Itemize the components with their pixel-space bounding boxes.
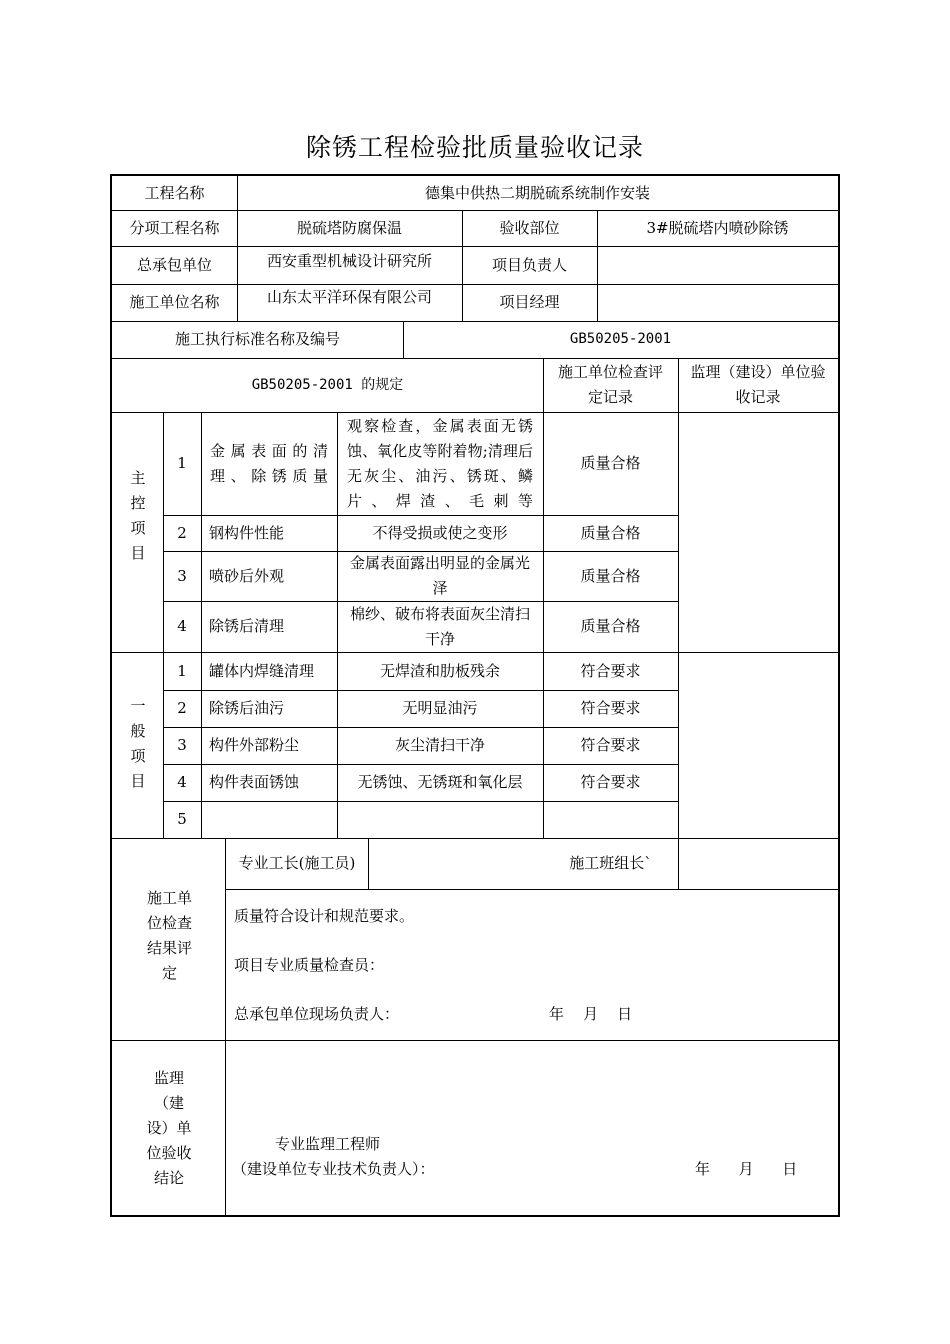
page-title: 除锈工程检验批质量验收记录 (305, 133, 644, 162)
general-item-no-4: 4 (177, 773, 187, 791)
main-item-req-3: 金属表面露出明显的金属光泽 (349, 554, 530, 597)
general-item-req-2: 无明显油污 (402, 699, 478, 717)
team-leader-label: 施工班组长` (569, 854, 652, 872)
general-item-name-4: 构件表面锈蚀 (209, 773, 300, 791)
project-name-label: 工程名称 (144, 183, 205, 202)
main-item-req-2: 不得受损或使之变形 (372, 523, 508, 542)
general-item-result-4: 符合要求 (580, 773, 641, 791)
general-item-no-1: 1 (177, 661, 187, 680)
column-divider (225, 838, 226, 1217)
main-item-name-3: 喷砂后外观 (209, 566, 285, 585)
general-item-result-2: 符合要求 (580, 699, 641, 717)
regulation-header-text: GB50205-2001 的规定 (251, 376, 404, 393)
supervision-date: 年 月 日 (695, 1160, 798, 1178)
construction-result-label: 施工单位检查结果评定 (146, 889, 192, 982)
row-divider (225, 889, 838, 890)
main-item-no-4: 4 (177, 617, 187, 635)
main-item-result-4: 质量合格 (580, 617, 641, 635)
sub-project-label: 分项工程名称 (129, 218, 220, 237)
general-item-no-2: 2 (177, 699, 187, 717)
supervision-engineer-note: （建设单位专业技术负责人）： (232, 1160, 435, 1178)
construction-check-header: 施工单位检查评定记录 (558, 363, 664, 406)
foreman-value (368, 838, 543, 889)
sub-project-value: 脱硫塔防腐保温 (296, 218, 402, 237)
main-item-name-1-text: 金属表面的清理、除锈质量 (210, 441, 328, 485)
inspection-form-table (110, 174, 840, 1217)
general-item-no-5: 5 (177, 810, 187, 828)
general-item-no-3: 3 (177, 736, 187, 754)
project-leader-label: 项目负责人 (491, 255, 567, 274)
construction-date: 年 月 日 (549, 1005, 633, 1023)
main-item-req-1-text: 观察检查，金属表面无锈蚀、氧化皮等附着物;清理后无灰尘、油污、锈斑、鳞片、焊渣、毛刺等 (347, 416, 533, 510)
general-label: 一般项目 (130, 697, 146, 790)
main-item-result-2: 质量合格 (580, 523, 641, 542)
main-control-label: 主控项目 (130, 469, 146, 562)
supervision-result-label-text: 监理（建设）单位验收结论 (146, 1069, 192, 1187)
project-leader-value (597, 246, 838, 284)
general-item-name-5 (201, 801, 337, 838)
construction-unit-value: 山东太平洋环保有限公司 (266, 287, 432, 306)
general-item-req-1: 无焊渣和肋板残余 (379, 661, 500, 680)
main-item-no-1: 1 (177, 454, 187, 472)
quality-inspector-label: 项目专业质量检查员： (234, 956, 385, 974)
inspection-part-label: 验收部位 (499, 218, 560, 237)
general-item-result-5 (543, 801, 678, 838)
row-divider (112, 1040, 838, 1041)
main-item-no-2: 2 (177, 523, 187, 542)
general-item-name-2: 除锈后油污 (209, 699, 285, 717)
supervision-result-label (142, 1066, 196, 1191)
regulation-header (112, 358, 543, 412)
general-item-result-3: 符合要求 (580, 736, 641, 754)
standard-value: GB50205-2001 (569, 331, 672, 347)
general-item-name-1: 罐体内焊缝清理 (209, 661, 315, 680)
project-name-value: 德集中供热二期脱硫系统制作安装 (424, 183, 650, 202)
supervision-check-header: 监理（建设）单位验收记录 (690, 363, 826, 406)
main-item-no-3: 3 (177, 566, 187, 585)
inspection-part-value: 3#脱硫塔内喷砂除锈 (646, 218, 789, 237)
team-leader-value (678, 838, 838, 889)
construction-unit-label: 施工单位名称 (129, 293, 220, 311)
column-divider (678, 358, 679, 889)
general-item-req-4: 无锈蚀、无锈斑和氧化层 (357, 773, 523, 791)
general-item-name-3: 构件外部粉尘 (209, 736, 300, 754)
main-item-name-4: 除锈后清理 (209, 617, 285, 635)
main-item-req-4: 棉纱、破布将表面灰尘清扫干净 (349, 604, 530, 648)
site-leader-label: 总承包单位现场负责人： (234, 1005, 400, 1023)
general-contractor-label: 总承包单位 (136, 255, 212, 274)
standard-label: 施工执行标准名称及编号 (174, 330, 340, 348)
main-item-req-1 (337, 412, 543, 515)
project-manager-label: 项目经理 (499, 293, 560, 311)
construction-conclusion: 质量符合设计和规范要求。 (234, 907, 415, 925)
general-item-req-5 (337, 801, 543, 838)
supervision-engineer-label: 专业监理工程师 (275, 1135, 381, 1153)
foreman-label: 专业工长(施工员) (238, 854, 356, 872)
main-item-name-2: 钢构件性能 (209, 523, 285, 542)
main-item-name-1 (201, 412, 337, 515)
main-item-result-3: 质量合格 (580, 566, 641, 585)
general-contractor-value: 西安重型机械设计研究所 (266, 251, 432, 270)
general-item-result-1: 符合要求 (580, 661, 641, 680)
general-item-req-3: 灰尘清扫干净 (394, 736, 485, 754)
project-manager-value (597, 284, 838, 321)
main-item-result-1: 质量合格 (580, 454, 641, 472)
